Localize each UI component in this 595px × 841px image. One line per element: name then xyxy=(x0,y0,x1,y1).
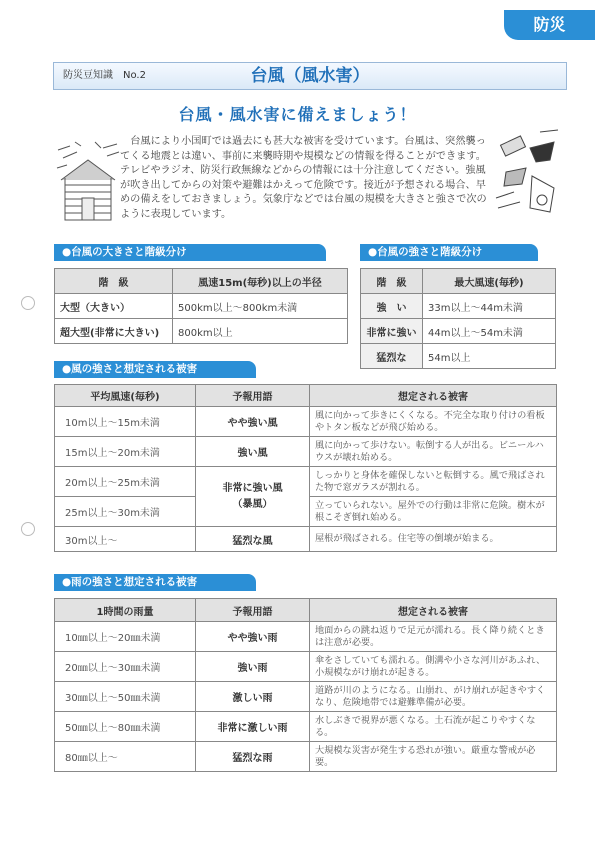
rain-amount-cell: 20㎜以上～30㎜未満 xyxy=(55,652,196,682)
rain-amount-cell: 10㎜以上～20㎜未満 xyxy=(55,622,196,652)
table-row xyxy=(55,622,557,652)
wind-section-heading: ●風の強さと想定される被害 xyxy=(54,361,256,378)
size-class-cell: 大型（大きい） xyxy=(55,294,173,319)
section-tab: 防災 xyxy=(504,10,595,40)
damage-cell: 立っていられない。屋外での行動は非常に危険。樹木が根こそぎ倒れ始める。 xyxy=(310,497,557,527)
table-row xyxy=(55,437,557,467)
forecast-term-cell: 激しい雨 xyxy=(196,682,310,712)
rain-amount-cell: 80㎜以上～ xyxy=(55,742,196,772)
damage-cell: 傘をさしていても濡れる。側溝や小さな河川があふれ、小規模ながけ崩れが起きる。 xyxy=(310,652,557,682)
column-header: 平均風速(毎秒) xyxy=(55,385,196,407)
damage-cell: 屋根が飛ばされる。住宅等の倒壊が始まる。 xyxy=(310,527,557,552)
size-section-heading: ●台風の大きさと階級分け xyxy=(54,244,326,261)
table-row xyxy=(55,294,348,319)
strength-speed-cell: 33m以上～44m未満 xyxy=(423,294,556,319)
column-header: 予報用語 xyxy=(196,385,310,407)
wind-speed-cell: 15m以上～20m未満 xyxy=(55,437,196,467)
size-radius-cell: 500km以上～800km未満 xyxy=(173,294,348,319)
rain-damage-table xyxy=(54,598,557,772)
forecast-term-cell: 非常に激しい雨 xyxy=(196,712,310,742)
column-header: 階 級 xyxy=(361,269,423,294)
strength-section-heading: ●台風の強さと階級分け xyxy=(360,244,538,261)
rain-amount-cell: 30㎜以上～50㎜未満 xyxy=(55,682,196,712)
punch-hole-icon xyxy=(21,296,35,310)
wind-speed-cell: 10m以上～15m未満 xyxy=(55,407,196,437)
wind-speed-cell: 20m以上～25m未満 xyxy=(55,467,196,497)
table-row xyxy=(55,742,557,772)
forecast-term-cell: 非常に強い風 （暴風） xyxy=(196,467,310,527)
rain-amount-cell: 50㎜以上～80㎜未満 xyxy=(55,712,196,742)
page-title: 台風（風水害） xyxy=(250,66,370,86)
wind-speed-cell: 25m以上～30m未満 xyxy=(55,497,196,527)
strength-class-cell: 非常に強い xyxy=(361,319,423,344)
table-row xyxy=(55,407,557,437)
intro-paragraph: 台風により小国町では過去にも甚大な被害を受けています。台風は、突然襲ってくる地震とは違い、事前に来襲時期や規模などの情報を得ることができます。テレビやラジオ、防災行政無線などからの情報には十分注意してください。強風が吹き出してからの対策や避難はかえって危険です。接近が予想される場合、早めの備えをしておきましょう。気象庁などでは台風の規模を大きさと強さで次のように表現しています。 xyxy=(120,136,487,220)
damage-cell: 地面からの跳ね返りで足元が濡れる。長く降り続くときは注意が必要。 xyxy=(310,622,557,652)
rain-section-heading: ●雨の強さと想定される被害 xyxy=(54,574,256,591)
strength-speed-cell: 54m以上 xyxy=(423,344,556,369)
table-row xyxy=(55,319,348,344)
forecast-term-cell: 強い雨 xyxy=(196,652,310,682)
damage-cell: 大規模な災害が発生する恐れが強い。厳重な警戒が必要。 xyxy=(310,742,557,772)
strength-speed-cell: 44m以上～54m未満 xyxy=(423,319,556,344)
size-radius-cell: 800km以上 xyxy=(173,319,348,344)
table-row xyxy=(55,527,557,552)
column-header: 階 級 xyxy=(55,269,173,294)
column-header: 想定される被害 xyxy=(310,385,557,407)
table-row xyxy=(55,467,557,497)
column-header: 風速15m(毎秒)以上の半径 xyxy=(173,269,348,294)
table-row xyxy=(55,652,557,682)
wind-damage-table xyxy=(54,384,557,552)
forecast-term-cell: やや強い風 xyxy=(196,407,310,437)
damage-cell: 風に向かって歩きにくくなる。不完全な取り付けの看板やトタン板などが飛び始める。 xyxy=(310,407,557,437)
table-row xyxy=(361,294,556,319)
column-header: 想定される被害 xyxy=(310,599,557,622)
size-class-cell: 超大型(非常に大きい) xyxy=(55,319,173,344)
typhoon-strength-table xyxy=(360,268,556,369)
title-bar xyxy=(53,62,567,90)
damage-cell: しっかりと身体を確保しないと転倒する。風で飛ばされた物で窓ガラスが割れる。 xyxy=(310,467,557,497)
forecast-term-cell: やや強い雨 xyxy=(196,622,310,652)
damage-cell: 風に向かって歩けない。転倒する人が出る。ビニールハウスが壊れ始める。 xyxy=(310,437,557,467)
table-row xyxy=(55,682,557,712)
damage-cell: 水しぶきで視界が悪くなる。土石流が起こりやすくなる。 xyxy=(310,712,557,742)
strength-class-cell: 強 い xyxy=(361,294,423,319)
typhoon-size-table xyxy=(54,268,348,344)
forecast-term-cell: 強い風 xyxy=(196,437,310,467)
table-row xyxy=(361,344,556,369)
strength-class-cell: 猛烈な xyxy=(361,344,423,369)
column-header: 最大風速(毎秒) xyxy=(423,269,556,294)
column-header: 予報用語 xyxy=(196,599,310,622)
table-row xyxy=(361,319,556,344)
column-header: 1時間の雨量 xyxy=(55,599,196,622)
table-row xyxy=(55,712,557,742)
headline: 台風・風水害に備えましょう！ xyxy=(178,105,417,124)
flying-debris-icon xyxy=(492,128,562,218)
series-label: 防災豆知識 No.2 xyxy=(63,70,146,81)
forecast-term-cell: 猛烈な雨 xyxy=(196,742,310,772)
storm-house-icon xyxy=(55,140,121,226)
damage-cell: 道路が川のようになる。山崩れ、がけ崩れが起きやすくなり、危険地帯では避難準備が必要。 xyxy=(310,682,557,712)
forecast-term-cell: 猛烈な風 xyxy=(196,527,310,552)
wind-speed-cell: 30m以上～ xyxy=(55,527,196,552)
punch-hole-icon xyxy=(21,522,35,536)
